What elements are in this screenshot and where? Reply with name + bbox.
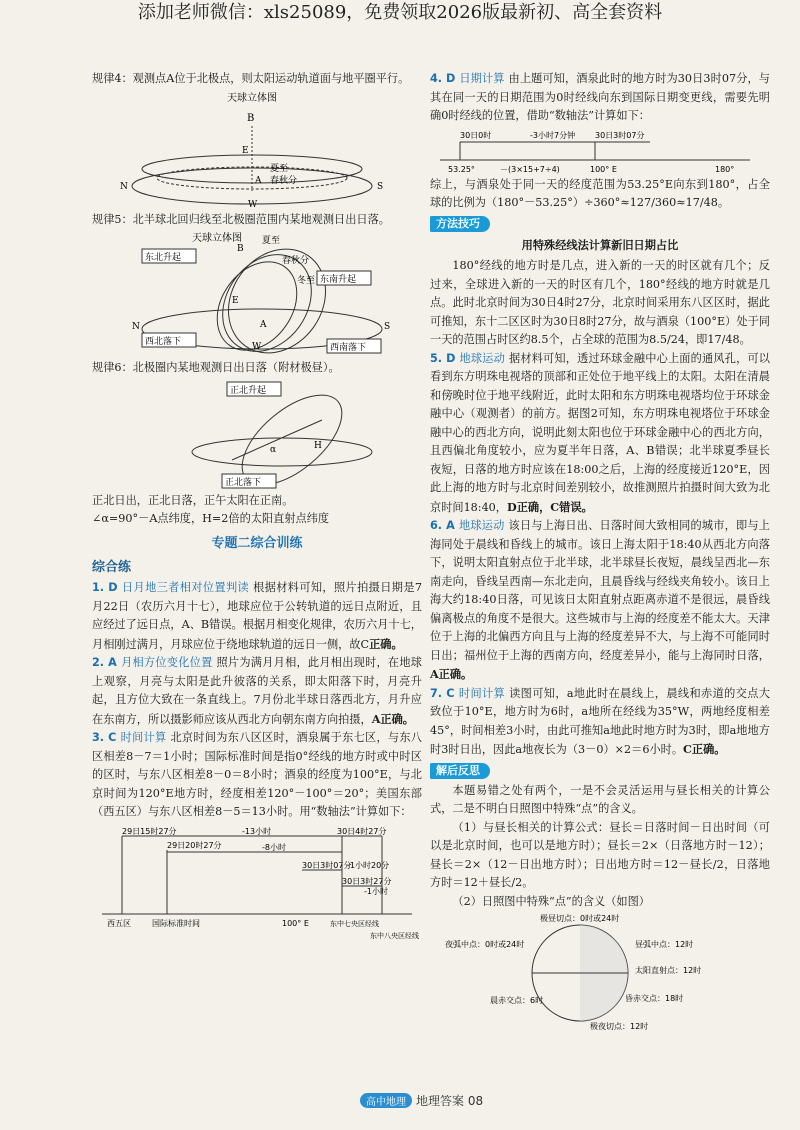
celestial-figure-3 — [92, 380, 422, 490]
q5-num: 5. D — [430, 351, 456, 365]
q6-text: 该日与上海日出、日落时间大致相同的城市，即与上海同处于晨线和昏线上的城市。该日上海太阳于18:40从西北方向落下，说明太阳直射点位于北半球，北半球昼长夜短，晨线呈西北—东南走向，昏线呈西南—东北走向，且晨昏线与经线夹角较小。该日上海大约18:40日落，可见该日太阳直射点距离赤道不是很远，晨昏线偏离极点的角度不是很大。这些城市与上海的经度差不能太大。天津位于上海的北偏西方向且与上海的经度差异不大，与上海不可能同时日出；福州位于上海的西南方向，经度差异小，能与上海同时日落， — [430, 519, 770, 662]
q4-text-2: 综上，与酒泉处于同一天的经度范围为53.25°E向东到180°，占全球的比例为（180°－53.25°）÷360°≈127/360≈17/48。 — [430, 177, 770, 209]
q6-keypoint: 地球运动 — [458, 519, 505, 532]
tl-d1: -13小时 — [242, 826, 272, 836]
q3-num: 3. C — [92, 731, 117, 744]
q5-keypoint: 地球运动 — [459, 351, 505, 365]
tl-z1: 西五区 — [107, 918, 131, 928]
footer-badge: 高中地理 — [360, 1093, 412, 1108]
fig1-label-n: N — [120, 181, 128, 192]
fig1-label-a: A — [255, 175, 262, 186]
method-title: 用特殊经线法计算新旧日期占比 — [521, 238, 679, 252]
fig1-label-w: W — [248, 199, 258, 209]
celestial-figure-1 — [92, 91, 422, 209]
q1-answer — [92, 579, 422, 654]
axis-a2: -3小时7分钟 — [530, 130, 576, 140]
q1-text: 根据材料可知，照片拍摄日期是7月22日（农历六月十七），地球应位于公转轨道的远日点附近，且应经过了远日点，A、B错误。根据月相变化规律，农历六月十七，月相刚过满月，月球应位于绕地球轨道的远日一侧，故C — [92, 581, 422, 651]
tl-t6: 30日3时27分 — [342, 876, 392, 886]
rule-5: 规律5：北半球北回归线至北极圈范围内某地观测日出日落。 — [92, 212, 390, 226]
reflect-1: （1）与昼长相关的计算公式：昼长＝日落时间－日出时间（可以是北京时间，也可以是地方时）；昼长＝2×（日落地方时－12）；昼长＝2×（12－日出地方时）；日出地方时＝12－昼长/2，日落地方时＝12＋昼长/2。 — [430, 820, 770, 889]
diag-dawn: 晨赤交点：6时 — [490, 996, 544, 1005]
tl-z3: 100° E — [282, 918, 309, 928]
tl-t4: 30日4时27分 — [337, 826, 387, 836]
rule-6-text: 正北日出，正北日落，正午太阳在正南。 — [92, 493, 294, 507]
tl-z5: 东中八央区经线 — [370, 931, 419, 940]
q2-num: 2. A — [92, 656, 117, 669]
axis-a1: 30日0时 — [460, 130, 492, 140]
diag-dusk: 昏赤交点：18时 — [625, 994, 684, 1003]
axis-a3: 30日3时07分 — [595, 130, 645, 140]
fig2-winter: 冬至 — [297, 276, 316, 286]
axis-b2: －(3×15+7÷4) — [500, 164, 560, 174]
reflect-text: 本题易错之处有两个，一是不会灵活运用与昼长相关的计算公式，二是不明白日照图中特殊“点”的含义。 — [430, 783, 770, 815]
tl-t1: 29日15时27分 — [122, 826, 177, 836]
diag-polar-night: 极夜切点：12时 — [590, 1022, 649, 1031]
q2-keypoint: 月相方位变化位置 — [120, 656, 213, 669]
q5-text: 据材料可知，透过环球金融中心上面的通风孔，可以看到东方明珠电视塔的顶部和正处位于地平线上的太阳。太阳在清晨和傍晚时位于地平线附近，此时太阳和东方明珠电视塔均位于环球金融中心（观测者）的前方。据图2可知，东方明珠电视塔位于环球金融中心的西北方向，说明此刻太阳也位于环球金融中心的西北方向，且西偏北角度较小，应为夏半年日落，A、B错误；北半球夏季昼长夜短，日落的地方时应该在18:00之后，上海的经度接近120°E，因此上海的地方时与北京时间差别较小，故推测照片拍摄时间大致为北京时间18:40， — [430, 351, 770, 514]
diag-polar-tan: 极昼切点：0时或24时 — [540, 914, 620, 923]
footer-text: 地理答案 08 — [416, 1094, 484, 1108]
fig2-w: W — [252, 342, 262, 352]
q7-num: 7. C — [430, 686, 455, 700]
timeline-figure — [92, 824, 422, 944]
q2-ans: A正确。 — [371, 711, 414, 726]
q1-keypoint: 日月地三者相对位置判读 — [121, 581, 250, 594]
tl-z2: 国际标准时间 — [152, 918, 200, 928]
fig2-ne-rise: 东北升起 — [145, 253, 182, 263]
q7-answer — [430, 685, 770, 760]
sunlight-diagram — [430, 913, 770, 1031]
fig2-summer: 夏至 — [262, 236, 281, 246]
tl-d3: -1小时20分 — [347, 860, 390, 870]
section-title: 专题二综合训练 — [211, 535, 303, 551]
axis-b3: 100° E — [590, 164, 617, 174]
q2-text: 照片为满月月相，此月相出现时，在地球上观察，月亮与太阳是此升彼落的关系，即太阳落下时，月亮升起，且方位大致在一条直线上。7月份北半球日落西北方，月升应在东南方，所以摄影师应该从西北方向朝东南方向拍摄， — [92, 656, 422, 726]
fig1-label-equinox: 春秋分 — [270, 175, 298, 186]
tl-t2: 29日20时27分 — [167, 840, 222, 850]
axis-b1: 53.25° — [448, 164, 475, 174]
q3-answer — [92, 729, 422, 822]
q5-answer — [430, 350, 770, 518]
rule-4: 规律4：观测点A位于北极点，则太阳运动轨道面与地平圈平行。 — [92, 72, 410, 85]
fig3-north-set: 正北落下 — [225, 477, 262, 488]
fig2-s: S — [384, 322, 391, 332]
fig2-sw-set: 西南落下 — [330, 343, 367, 353]
q5-ans: D正确，C错误。 — [507, 499, 593, 514]
celestial-figure-2 — [92, 231, 422, 357]
fig1-label-b: B — [247, 112, 255, 124]
fig2-title: 天球立体图 — [192, 233, 242, 244]
q3-text: 北京时间为东八区区时，酒泉属于东七区，与东八区相差8－7＝1小时；国际标准时间是指0°经线的地方时或中时区的区时，与东八区相差8－0＝8小时；酒泉的经度为100°E，与北京时间为120°E地方时，经度相差120°－100°＝20°；美国东部（西五区）与东八区相差8－5＝13小时。用“数轴法”计算如下： — [92, 731, 422, 818]
page-footer — [360, 1092, 483, 1109]
q1-num: 1. D — [92, 581, 118, 594]
q4-text: 由上题可知，酒泉此时的地方时为30日3时07分，与其在同一天的日期范围为0时经线向东到国际日期变更线，需要先明确0时经线的位置，借助“数轴法”计算如下： — [430, 72, 770, 122]
q6-ans: A正确。 — [430, 667, 473, 681]
fig1-label-e: E — [242, 145, 249, 156]
fig2-a: A — [260, 320, 267, 330]
reflect-2: （2）日照图中特殊“点”的含义（如图） — [452, 894, 650, 908]
right-column — [430, 70, 770, 1033]
axis-b4: 180° — [715, 164, 735, 174]
q3-keypoint: 时间计算 — [120, 731, 167, 744]
fig2-equinox: 春秋分 — [282, 256, 310, 266]
q4-answer — [430, 70, 770, 126]
fig2-nw-set: 西北落下 — [145, 337, 182, 347]
tl-z4: 东中七央区经线 — [330, 919, 379, 928]
q1-ans: 正确。 — [369, 636, 403, 651]
q4-num: 4. D — [430, 72, 456, 85]
tl-t5: 30日3时07分 — [302, 860, 352, 870]
tag-combined: 综合练 — [92, 560, 132, 575]
fig1-label-summer: 夏至 — [270, 163, 289, 174]
fig2-se-rise: 东南升起 — [320, 275, 357, 285]
fig1-label-s: S — [377, 181, 384, 192]
rule-6-formula: ∠α=90°－A点纬度，H=2倍的太阳直射点纬度 — [92, 512, 330, 525]
top-banner: 添加老师微信：xls25089，免费领取2026版最新初、高全套资料 — [137, 2, 663, 23]
diag-subsolar: 太阳直射点：12时 — [635, 966, 702, 975]
q6-num: 6. A — [430, 519, 455, 532]
q6-answer — [430, 517, 770, 685]
q4-keypoint: 日期计算 — [459, 72, 505, 85]
left-column — [92, 70, 422, 946]
fig3-h: H — [314, 440, 322, 451]
tl-d2: -8小时 — [262, 842, 286, 852]
fig2-b: B — [237, 244, 244, 254]
rule-6: 规律6：北极圈内某地观测日出日落（附材极昼）。 — [92, 361, 340, 374]
fig3-north-rise: 正北升起 — [230, 385, 267, 396]
fig1-title: 天球立体图 — [227, 92, 277, 104]
q7-text: 读图可知，a地此时在晨线上，晨线和赤道的交点大致位于10°E，地方时为6时，a地所在经线为35°W，两地经度相差45°，时间相差3小时，由此可推知a地此时地方时为3时，即a地地方时3时日出，因此a地夜长为（3－0）×2＝6小时。 — [430, 686, 770, 756]
method-text: 180°经线的地方时是几点，进入新的一天的时区就有几个；反过来，全球进入新的一天的时区有几个，180°经线的地方时就是几点。此时北京时间为30日4时27分，北京时间采用东八区区时，据此可推知，东十二区区时为30日8时27分，故与酒泉（100°E）处于同一天的范围占时区约8.5个，占全球的范围为8.5/24，即17/48。 — [430, 259, 770, 346]
fig3-alpha: α — [270, 444, 277, 455]
fig2-n: N — [132, 322, 140, 332]
tag-reflect: 解后反思 — [430, 763, 490, 779]
q7-ans: C正确。 — [683, 742, 726, 756]
q2-answer — [92, 654, 422, 729]
diag-night-mid: 夜弧中点：0时或24时 — [445, 940, 525, 949]
axis-figure — [430, 128, 770, 174]
q7-keypoint: 时间计算 — [458, 686, 506, 700]
tl-d4: -1小时 — [364, 886, 388, 896]
diag-day-mid: 昼弧中点：12时 — [635, 940, 694, 949]
fig2-e: E — [232, 296, 239, 306]
tag-method: 方法技巧 — [430, 216, 490, 232]
